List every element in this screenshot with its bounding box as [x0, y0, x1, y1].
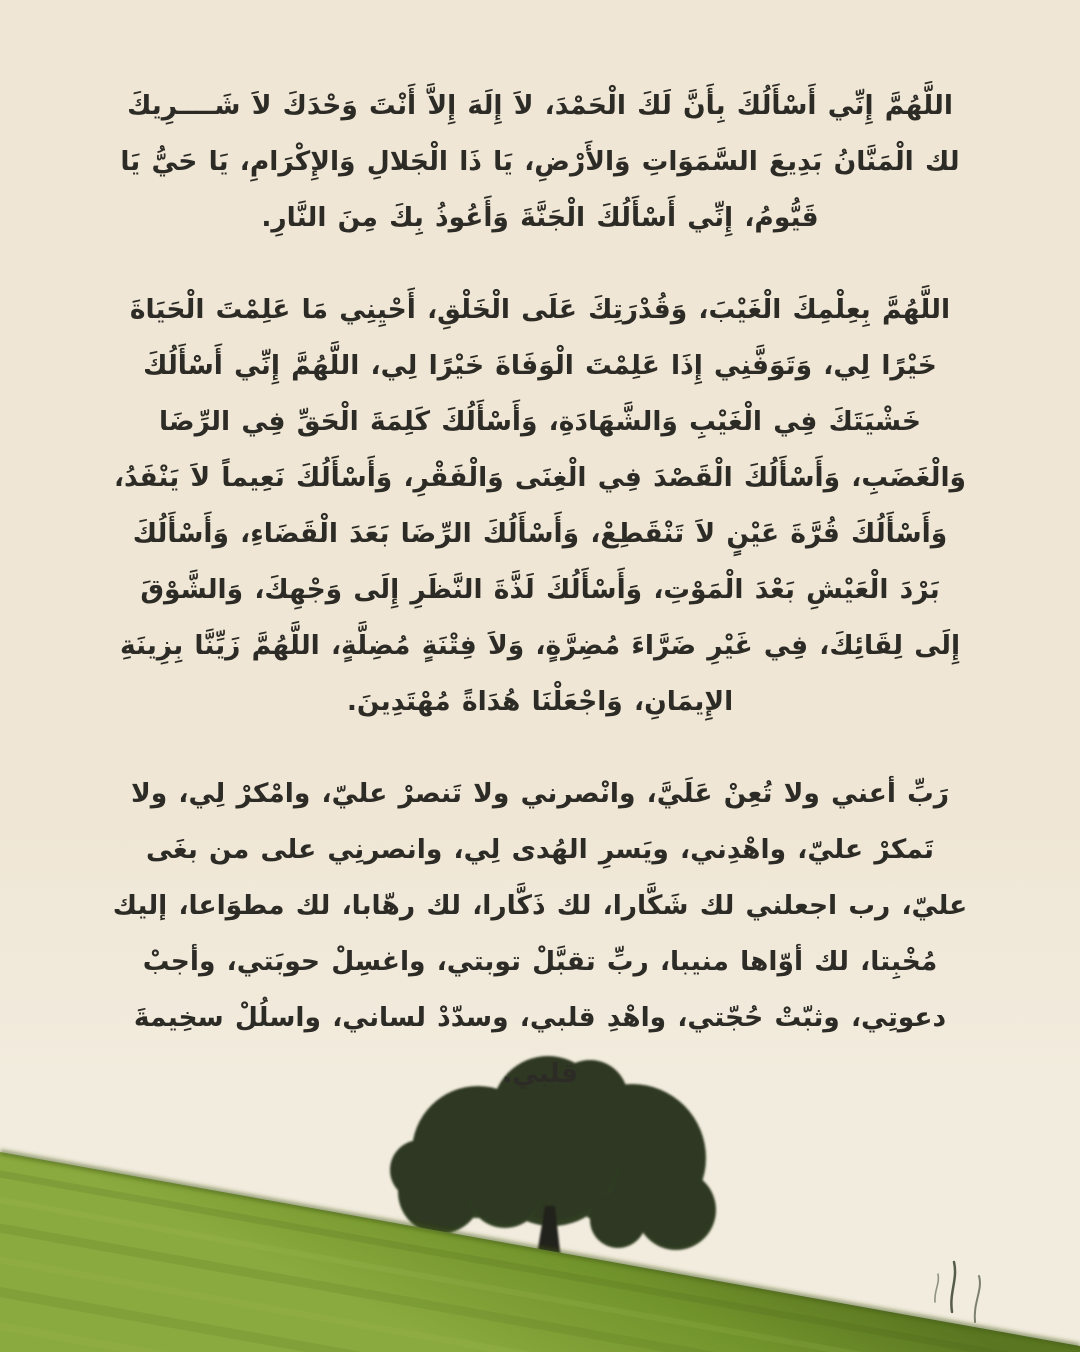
prayer-paragraph-1: اللَّهُمَّ إِنِّي أَسْأَلُكَ بِأَنَّ لَكَ الْحَمْدَ، لاَ إِلَهَ إِلاَّ أَنْتَ وَحْدَكَ لاَ شَــــرِيكَ لك الْمَنَّانُ بَدِيعَ السَّمَوَاتِ وَالأَرْضِ، يَا ذَا الْجَلالِ وَالإِكْرَامِ، يَا حَيُّ يَا قَيُّومُ، إِنِّي أَسْأَلُكَ الْجَنَّةَ وَأَعُوذُ بِكَ مِنَ النَّارِ. — [120, 90, 960, 233]
prayer-paragraph-2: اللَّهُمَّ بِعِلْمِكَ الْغَيْبَ، وَقُدْرَتِكَ عَلَى الْخَلْقِ، أَحْيِنِي مَا عَلِمْتَ الْحَيَاةَ خَيْرًا لِي، وَتَوَفَّنِي إِذَا عَلِمْتَ الْوَفَاةَ خَيْرًا لِي، اللَّهُمَّ إِنِّي أَسْأَلُكَ خَشْيَتَكَ فِي الْغَيْبِ وَالشَّهَادَةِ، وَأَسْأَلُكَ كَلِمَةَ الْحَقِّ فِي الرِّضَا وَالْغَضَبِ، وَأَسْأَلُكَ الْقَصْدَ فِي الْغِنَى وَالْفَقْرِ، وَأَسْأَلُكَ نَعِيماً لاَ يَنْفَدُ، وَأَسْأَلُكَ قُرَّةَ عَيْنٍ لاَ تَنْقَطِعْ، وَأَسْأَلُكَ الرِّضَا بَعَدَ الْقَضَاءِ، وَأَسْأَلُكَ بَرْدَ الْعَيْشِ بَعْدَ الْمَوْتِ، وَأَسْأَلُكَ لَذَّةَ النَّظَرِ إِلَى وَجْهِكَ، وَالشَّوْقَ إِلَى لِقَائِكَ، فِي غَيْرِ ضَرَّاءَ مُضِرَّةٍ، وَلاَ فِتْنَةٍ مُضِلَّةٍ، اللَّهُمَّ زَيِّنَّا بِزِينَةِ الإِيمَانِ، وَاجْعَلْنَا هُدَاةً مُهْتَدِينَ. — [113, 294, 966, 717]
weed-sprigs — [935, 1262, 980, 1322]
prayer-paragraph-3: رَبِّ أعني ولا تُعِنْ عَلَيَّ، وانْصرني ولا تَنصرْ عليّ، وامْكرْ لِي، ولا تَمكرْ عليّ، واهْدِني، ويَسرِ الهُدى لِي، وانصرنِي على من بغَى عليّ، رب اجعلني لك شَكَّارا، لك ذَكَّارا، لك رهّابا، لك مطوَاعا، إليك مُخْبِتا، لك أوّاها منيبا، ربِّ تقبَّلْ توبتي، واغسِلْ حوبَتي، وأجبْ دعوتِي، وثبّتْ حُجّتي، واهْدِ قلبي، وسدّدْ لساني، واسلُلْ سخِيمةَ قلبي. — [112, 778, 968, 1089]
